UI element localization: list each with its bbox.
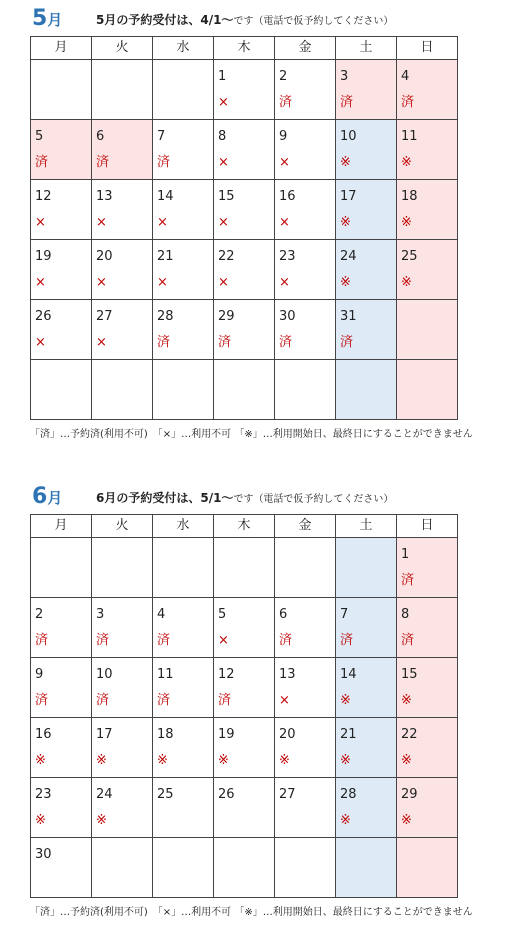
- day-cell: [214, 180, 275, 240]
- day-status: ※: [340, 155, 351, 170]
- day-cell: [92, 60, 153, 120]
- weekday-header: 水: [153, 515, 214, 538]
- day-number: 25: [157, 787, 174, 802]
- day-cell: [275, 360, 336, 420]
- day-status: 済: [157, 693, 171, 708]
- day-number: 28: [340, 787, 357, 802]
- day-status: 済: [279, 95, 293, 110]
- month-number: 6: [32, 484, 48, 509]
- day-number: 4: [401, 69, 410, 84]
- day-cell: [31, 658, 92, 718]
- day-status: 済: [279, 335, 293, 350]
- day-cell: [336, 838, 397, 898]
- week-row: [31, 778, 458, 838]
- day-status: 済: [340, 95, 354, 110]
- week-row: [31, 360, 458, 420]
- week-row: [31, 60, 458, 120]
- day-number: 8: [218, 129, 227, 144]
- day-status: ×: [96, 335, 107, 350]
- day-cell: [275, 180, 336, 240]
- day-cell: [214, 120, 275, 180]
- day-status: 済: [218, 335, 232, 350]
- day-cell: [214, 60, 275, 120]
- reservation-notice: [96, 490, 393, 508]
- day-number: 28: [157, 309, 174, 324]
- week-row: [31, 300, 458, 360]
- day-status: ※: [340, 753, 351, 768]
- day-number: 15: [218, 189, 235, 204]
- day-status: ×: [279, 215, 290, 230]
- month-title: [32, 6, 62, 33]
- day-number: 9: [279, 129, 288, 144]
- day-status: ×: [218, 633, 229, 648]
- day-number: 29: [218, 309, 235, 324]
- month-section-6: [0, 484, 530, 918]
- day-cell: [336, 60, 397, 120]
- calendar-table: [30, 514, 458, 898]
- day-status: ※: [340, 693, 351, 708]
- day-cell: [214, 240, 275, 300]
- day-cell: [214, 658, 275, 718]
- weekday-header: 火: [92, 37, 153, 60]
- day-number: 12: [218, 667, 235, 682]
- day-number: 16: [35, 727, 52, 742]
- day-cell: [397, 838, 458, 898]
- day-status: 済: [35, 155, 49, 170]
- month-number: 5: [32, 6, 48, 31]
- weekday-header: 土: [336, 515, 397, 538]
- day-status: ※: [401, 753, 412, 768]
- day-number: 13: [279, 667, 296, 682]
- day-status: ×: [35, 335, 46, 350]
- day-status: ※: [340, 215, 351, 230]
- day-number: 29: [401, 787, 418, 802]
- day-cell: [397, 598, 458, 658]
- day-status: 済: [96, 633, 110, 648]
- day-number: 10: [340, 129, 357, 144]
- day-number: 2: [35, 607, 44, 622]
- day-cell: [275, 778, 336, 838]
- notice-paren: （電話で仮予約してください）: [253, 494, 394, 505]
- day-number: 21: [340, 727, 357, 742]
- week-row: [31, 120, 458, 180]
- day-status: ×: [218, 95, 229, 110]
- day-cell: [153, 718, 214, 778]
- day-number: 23: [35, 787, 52, 802]
- day-status: ×: [96, 275, 107, 290]
- day-number: 21: [157, 249, 174, 264]
- day-number: 6: [96, 129, 105, 144]
- weekday-header: 木: [214, 37, 275, 60]
- day-status: ×: [218, 155, 229, 170]
- day-cell: [214, 360, 275, 420]
- day-number: 4: [157, 607, 166, 622]
- month-suffix: 月: [47, 11, 63, 29]
- day-cell: [275, 718, 336, 778]
- day-cell: [153, 838, 214, 898]
- day-cell: [153, 60, 214, 120]
- day-number: 27: [96, 309, 113, 324]
- week-row: [31, 658, 458, 718]
- day-cell: [31, 120, 92, 180]
- day-status: ※: [157, 753, 168, 768]
- day-cell: [275, 120, 336, 180]
- day-cell: [336, 180, 397, 240]
- day-number: 14: [157, 189, 174, 204]
- day-status: ×: [35, 275, 46, 290]
- day-status: ※: [401, 215, 412, 230]
- day-status: ※: [401, 693, 412, 708]
- day-status: ※: [401, 813, 412, 828]
- calendar-table: [30, 36, 458, 420]
- day-cell: [153, 180, 214, 240]
- day-cell: [92, 360, 153, 420]
- day-status: ×: [35, 215, 46, 230]
- day-cell: [31, 60, 92, 120]
- day-status: ※: [35, 813, 46, 828]
- day-cell: [214, 538, 275, 598]
- weekday-header: 月: [31, 515, 92, 538]
- day-cell: [153, 300, 214, 360]
- day-cell: [275, 300, 336, 360]
- day-cell: [153, 120, 214, 180]
- day-number: 3: [96, 607, 105, 622]
- day-cell: [31, 718, 92, 778]
- day-cell: [92, 778, 153, 838]
- day-status: 済: [157, 335, 171, 350]
- day-cell: [336, 598, 397, 658]
- weekday-header: 月: [31, 37, 92, 60]
- day-number: 19: [218, 727, 235, 742]
- day-cell: [275, 598, 336, 658]
- day-status: ×: [96, 215, 107, 230]
- day-number: 22: [401, 727, 418, 742]
- weekday-header: 火: [92, 515, 153, 538]
- day-cell: [336, 718, 397, 778]
- day-cell: [397, 120, 458, 180]
- day-cell: [31, 240, 92, 300]
- day-number: 31: [340, 309, 357, 324]
- day-cell: [336, 240, 397, 300]
- day-status: 済: [279, 633, 293, 648]
- day-status: 済: [218, 693, 232, 708]
- day-status: ※: [401, 155, 412, 170]
- notice-desu: です: [233, 494, 254, 505]
- day-number: 5: [35, 129, 44, 144]
- day-status: 済: [401, 633, 415, 648]
- day-number: 8: [401, 607, 410, 622]
- day-status: 済: [401, 95, 415, 110]
- day-status: ×: [218, 275, 229, 290]
- day-status: 済: [96, 155, 110, 170]
- week-row: [31, 180, 458, 240]
- month-suffix: 月: [47, 489, 63, 507]
- day-cell: [92, 598, 153, 658]
- day-cell: [31, 360, 92, 420]
- day-number: 30: [279, 309, 296, 324]
- day-cell: [153, 538, 214, 598]
- day-cell: [153, 360, 214, 420]
- day-cell: [336, 120, 397, 180]
- notice-main: 6月の予約受付は、5/1～: [96, 491, 234, 505]
- day-cell: [397, 658, 458, 718]
- day-cell: [92, 300, 153, 360]
- day-cell: [214, 598, 275, 658]
- day-number: 18: [401, 189, 418, 204]
- day-cell: [31, 300, 92, 360]
- day-number: 12: [35, 189, 52, 204]
- day-number: 1: [401, 547, 410, 562]
- day-number: 10: [96, 667, 113, 682]
- day-cell: [336, 300, 397, 360]
- day-cell: [275, 240, 336, 300]
- day-number: 9: [35, 667, 44, 682]
- weekday-header-row: [31, 515, 458, 538]
- day-cell: [153, 658, 214, 718]
- weekday-header: 金: [275, 515, 336, 538]
- reservation-notice: [96, 12, 393, 30]
- day-cell: [275, 60, 336, 120]
- week-row: [31, 240, 458, 300]
- day-number: 16: [279, 189, 296, 204]
- day-cell: [397, 180, 458, 240]
- day-status: 済: [35, 693, 49, 708]
- day-number: 5: [218, 607, 227, 622]
- day-cell: [92, 180, 153, 240]
- day-number: 30: [35, 847, 52, 862]
- day-cell: [275, 538, 336, 598]
- day-cell: [214, 300, 275, 360]
- week-row: [31, 598, 458, 658]
- day-status: ※: [279, 753, 290, 768]
- day-cell: [31, 180, 92, 240]
- day-status: ※: [35, 753, 46, 768]
- day-cell: [153, 778, 214, 838]
- day-number: 7: [157, 129, 166, 144]
- day-status: 済: [96, 693, 110, 708]
- month-title: [32, 484, 62, 511]
- day-status: 済: [401, 573, 415, 588]
- day-number: 26: [35, 309, 52, 324]
- status-legend: 「済」…予約済(利用不可) 「×」…利用不可 「※」…利用開始日、最終日にすることができません: [30, 429, 473, 440]
- day-status: ×: [157, 275, 168, 290]
- day-status: ※: [340, 275, 351, 290]
- week-row: [31, 838, 458, 898]
- day-status: ×: [157, 215, 168, 230]
- day-cell: [31, 538, 92, 598]
- month-header: [0, 6, 530, 36]
- day-status: ※: [96, 753, 107, 768]
- day-cell: [214, 718, 275, 778]
- day-number: 22: [218, 249, 235, 264]
- day-number: 15: [401, 667, 418, 682]
- day-cell: [31, 778, 92, 838]
- day-cell: [397, 538, 458, 598]
- day-number: 20: [96, 249, 113, 264]
- day-number: 17: [340, 189, 357, 204]
- weekday-header: 金: [275, 37, 336, 60]
- day-cell: [92, 120, 153, 180]
- day-status: ※: [401, 275, 412, 290]
- weekday-header: 日: [397, 515, 458, 538]
- day-number: 14: [340, 667, 357, 682]
- status-legend: 「済」…予約済(利用不可) 「×」…利用不可 「※」…利用開始日、最終日にすることができません: [30, 907, 473, 918]
- day-cell: [214, 838, 275, 898]
- day-status: 済: [157, 633, 171, 648]
- day-number: 11: [157, 667, 174, 682]
- day-number: 24: [96, 787, 113, 802]
- day-status: ※: [218, 753, 229, 768]
- day-number: 6: [279, 607, 288, 622]
- day-number: 1: [218, 69, 227, 84]
- day-status: 済: [340, 633, 354, 648]
- day-status: ×: [218, 215, 229, 230]
- notice-desu: です: [233, 16, 254, 27]
- weekday-header: 水: [153, 37, 214, 60]
- day-number: 13: [96, 189, 113, 204]
- day-cell: [336, 538, 397, 598]
- day-cell: [336, 658, 397, 718]
- day-cell: [275, 658, 336, 718]
- day-cell: [31, 838, 92, 898]
- day-cell: [397, 718, 458, 778]
- notice-paren: （電話で仮予約してください）: [253, 16, 394, 27]
- day-status: 済: [340, 335, 354, 350]
- day-cell: [397, 360, 458, 420]
- day-status: 済: [35, 633, 49, 648]
- weekday-header: 木: [214, 515, 275, 538]
- notice-main: 5月の予約受付は、4/1～: [96, 13, 234, 27]
- weekday-header: 土: [336, 37, 397, 60]
- day-number: 23: [279, 249, 296, 264]
- day-cell: [92, 658, 153, 718]
- day-cell: [397, 60, 458, 120]
- day-number: 19: [35, 249, 52, 264]
- day-status: ※: [96, 813, 107, 828]
- day-number: 20: [279, 727, 296, 742]
- day-cell: [275, 838, 336, 898]
- month-section-5: [0, 6, 530, 440]
- day-status: ×: [279, 155, 290, 170]
- day-number: 27: [279, 787, 296, 802]
- day-cell: [92, 838, 153, 898]
- day-number: 17: [96, 727, 113, 742]
- week-row: [31, 718, 458, 778]
- day-cell: [31, 598, 92, 658]
- day-cell: [153, 598, 214, 658]
- day-number: 7: [340, 607, 349, 622]
- day-status: 済: [157, 155, 171, 170]
- day-number: 25: [401, 249, 418, 264]
- day-number: 2: [279, 69, 288, 84]
- day-cell: [92, 538, 153, 598]
- weekday-header: 日: [397, 37, 458, 60]
- week-row: [31, 538, 458, 598]
- day-cell: [92, 240, 153, 300]
- day-number: 3: [340, 69, 349, 84]
- month-header: [0, 484, 530, 514]
- day-status: ×: [279, 693, 290, 708]
- day-cell: [336, 778, 397, 838]
- day-cell: [397, 240, 458, 300]
- day-status: ×: [279, 275, 290, 290]
- day-number: 18: [157, 727, 174, 742]
- day-cell: [397, 778, 458, 838]
- day-number: 11: [401, 129, 418, 144]
- day-number: 26: [218, 787, 235, 802]
- day-cell: [214, 778, 275, 838]
- day-number: 24: [340, 249, 357, 264]
- day-status: ※: [340, 813, 351, 828]
- day-cell: [92, 718, 153, 778]
- day-cell: [153, 240, 214, 300]
- day-cell: [336, 360, 397, 420]
- weekday-header-row: [31, 37, 458, 60]
- day-cell: [397, 300, 458, 360]
